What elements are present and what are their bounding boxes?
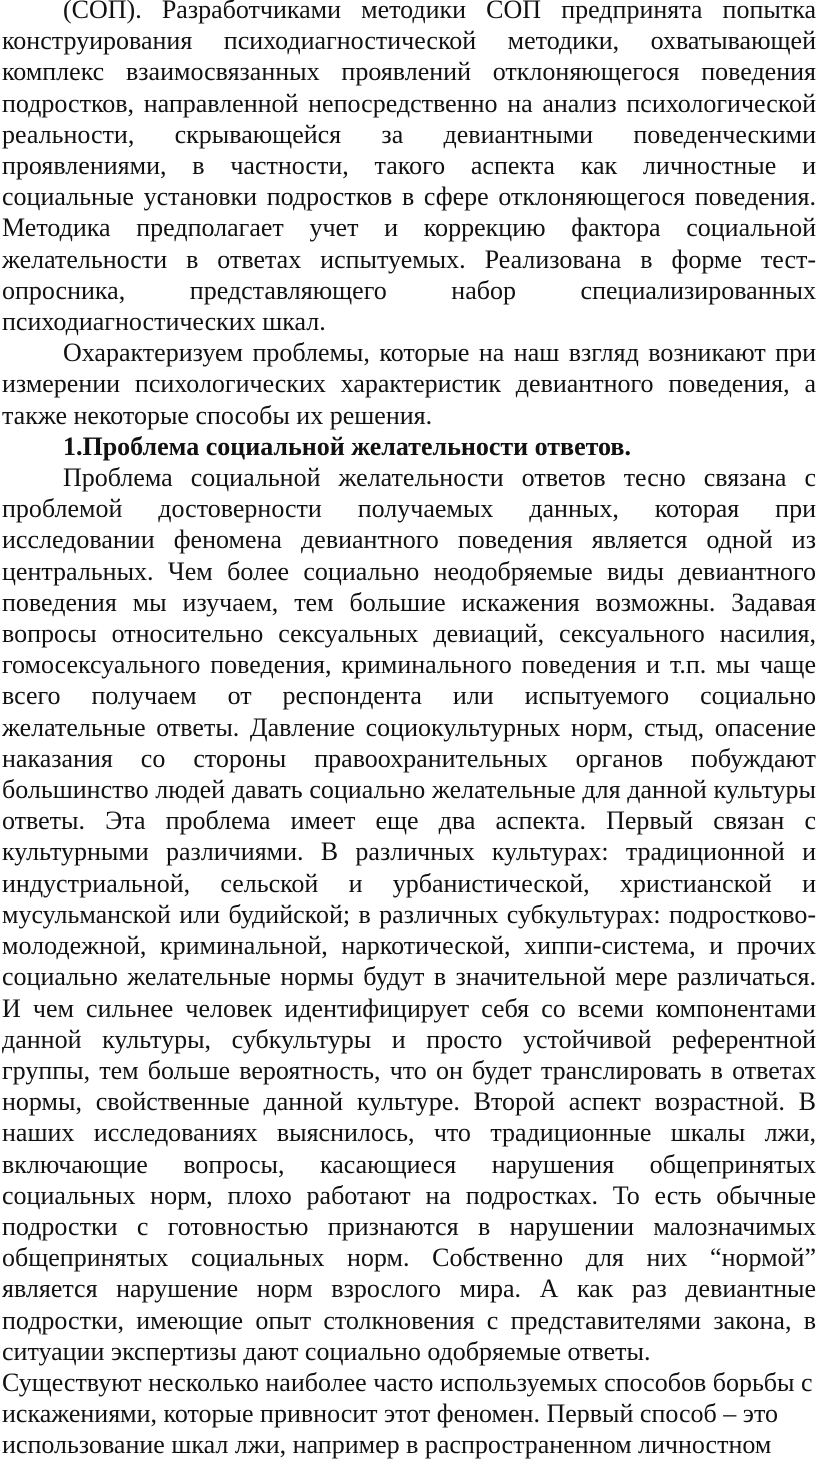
paragraph-social-desirability: Проблема социальной желательности ответов тесно связана с проблемой достоверности получаемых данных, которая при исследовании феномена девиантного поведения является одной из центральных. Чем более социально неодобряемые виды девиантного поведения мы изучаем, тем большие искажения возможны. Задавая вопросы относительно сексуальных девиаций, сексуального насилия, гомосексуального поведения, криминального поведения и т.п. мы чаще всего получаем от респондента или испытуемого социально желательные ответы. Давление социокультурных норм, стыд, опасение наказания со стороны правоохранительных органов побуждают большинство людей давать социально желательные для данной культуры ответы. Эта проблема имеет еще два аспекта. Первый связан с культурными различиями. В различных культурах: традиционной и индустриальной, сельской и урбанистической, христианской и мусульманской или будийской; в различных субкультурах: подростково-молодежной, криминальной, наркотической, хиппи-система, и прочих социально желательные нормы будут в значительной мере различаться. И чем сильнее человек идентифицирует себя со всеми компонентами данной культуры, субкультуры и просто устойчивой референтной группы, тем больше вероятность, что он будет транслировать в ответах нормы, свойственные данной культуре. Второй аспект возрастной. В наших исследованиях выяснилось, что традиционные шкалы лжи, включающие вопросы, касающиеся нарушения общепринятых социальных норм, плохо работают на подростках. То есть обычные подростки с готовностью признаются в нарушении малозначимых общепринятых социальных норм. Собственно для них “нормой” является нарушение норм взрослого мира. А как раз девиантные подростки, имеющие опыт столкновения с представителями закона, в ситуации экспертизы дают социально одобряемые ответы. bbox=[2, 463, 816, 1366]
paragraph-problems-intro: Охарактеризуем проблемы, которые на наш взгляд возникают при измерении психологических характеристик девиантного поведения, а также некоторые способы их решения. bbox=[2, 338, 816, 430]
paragraph-sop-description: (СОП). Разработчиками методики СОП предпринята попытка конструирования психодиагностической методики, охватывающей комплекс взаимосвязанных проявлений отклоняющегося поведения подростков, направленной непосредственно на анализ психологической реальности, скрывающейся за девиантными поведенческими проявлениями, в частности, такого аспекта как личностные и социальные установки подростков в сфере отклоняющегося поведения. Методика предполагает учет и коррекцию фактора социальной желательности в ответах испытуемых. Реализована в форме тест-опросника, представляющего набор специализированных психодиагностических шкал. bbox=[2, 0, 816, 337]
paragraph-methods-tail: Существуют несколько наиболее часто используемых способов борьбы с искажениями, которые привносит этот феномен. Первый способ – это использование шкал лжи, например в распространенном личностном bbox=[2, 1367, 813, 1460]
section-heading: 1.Проблема социальной желательности ответов. bbox=[63, 431, 631, 461]
